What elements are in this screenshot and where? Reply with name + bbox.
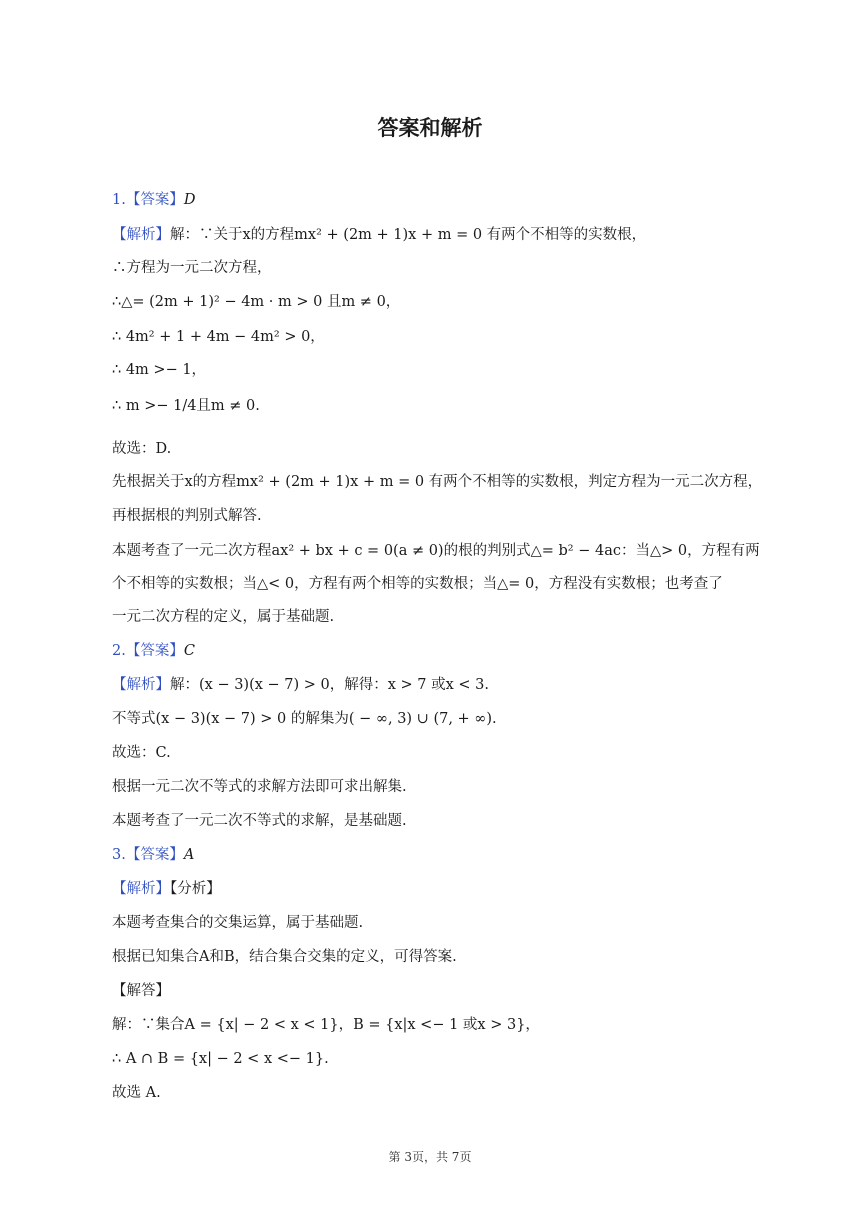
text-line: [112, 777, 762, 797]
line-text: 解：∵关于x的方程mx² + (2m + 1)x + m = 0 有两个不相等的实数根，: [170, 227, 647, 243]
text-line: [112, 1083, 762, 1103]
text-line: [112, 607, 762, 627]
text-line: [112, 258, 762, 278]
line-text: 解：∵集合A = {x| − 2 < x < 1}，B = {x|x <− 1 或x > 3}，: [112, 1017, 540, 1033]
line-text: 本题考查了一元二次方程ax² + bx + c = 0(a ≠ 0)的根的判别式△= b² − 4ac：当△> 0，方程有两: [112, 543, 760, 559]
text-line: [112, 1049, 762, 1069]
line-text: ∴ A ∩ B = {x| − 2 < x <− 1}.: [112, 1051, 329, 1067]
line-text: A: [183, 847, 195, 863]
section-marker: 3.【答案】: [112, 847, 184, 863]
line-text: ∴ 4m >− 1，: [112, 362, 207, 378]
line-text: 一元二次方程的定义，属于基础题.: [112, 609, 335, 625]
text-line: [112, 396, 762, 416]
line-text: 【分析】: [170, 881, 221, 897]
text-line: [112, 947, 762, 967]
text-line: [112, 327, 762, 347]
page-footer: 第 3页，共 7页: [388, 1150, 472, 1164]
section-marker: 1.【答案】: [112, 192, 184, 208]
line-text: ∴ m >− 1/4且m ≠ 0.: [112, 398, 260, 414]
page-title: 答案和解析: [377, 116, 483, 140]
text-line: [112, 292, 762, 312]
text-line: [112, 743, 762, 763]
line-text: 根据已知集合A和B，结合集合交集的定义，可得答案.: [112, 949, 457, 965]
section-marker: 【解析】: [112, 881, 170, 897]
text-line: [112, 190, 762, 210]
text-line: [112, 709, 762, 729]
text-line: [112, 913, 762, 933]
line-text: 解：(x − 3)(x − 7) > 0，解得：x > 7 或x < 3.: [170, 677, 490, 693]
text-line: [112, 574, 762, 594]
line-text: 故选：D.: [112, 441, 172, 457]
text-line: [112, 225, 762, 245]
line-text: D: [183, 192, 196, 208]
text-line: [112, 472, 762, 492]
line-text: ∴方程为一元二次方程，: [112, 260, 272, 276]
line-text: 再根据根的判别式解答.: [112, 508, 262, 524]
line-text: 故选：C.: [112, 745, 171, 761]
section-marker: 【解析】: [112, 227, 170, 243]
line-text: 根据一元二次不等式的求解方法即可求出解集.: [112, 779, 407, 795]
section-marker: 2.【答案】: [112, 643, 184, 659]
text-line: [112, 1015, 762, 1035]
text-line: [112, 641, 762, 661]
text-line: [112, 360, 762, 380]
text-line: [112, 981, 762, 1001]
line-text: 先根据关于x的方程mx² + (2m + 1)x + m = 0 有两个不相等的实数根，判定方程为一元二次方程，: [112, 474, 763, 490]
text-line: [112, 439, 762, 459]
line-text: ∴ 4m² + 1 + 4m − 4m² > 0，: [112, 329, 325, 345]
line-text: 不等式(x − 3)(x − 7) > 0 的解集为( − ∞, 3) ∪ (7, + ∞).: [112, 711, 497, 727]
line-text: 本题考查了一元二次不等式的求解，是基础题.: [112, 813, 407, 829]
text-line: [112, 845, 762, 865]
text-line: [112, 879, 762, 899]
line-text: 故选 A.: [112, 1085, 161, 1101]
text-line: [112, 811, 762, 831]
text-line: [112, 541, 762, 561]
line-text: C: [183, 643, 195, 659]
line-text: 个不相等的实数根；当△< 0，方程有两个相等的实数根；当△= 0，方程没有实数根；也考查了: [112, 576, 723, 592]
text-line: [112, 506, 762, 526]
line-text: 【解答】: [112, 983, 170, 999]
text-line: [112, 675, 762, 695]
section-marker: 【解析】: [112, 677, 170, 693]
line-text: ∴△= (2m + 1)² − 4m · m > 0 且m ≠ 0，: [112, 294, 401, 310]
line-text: 本题考查集合的交集运算，属于基础题.: [112, 915, 364, 931]
